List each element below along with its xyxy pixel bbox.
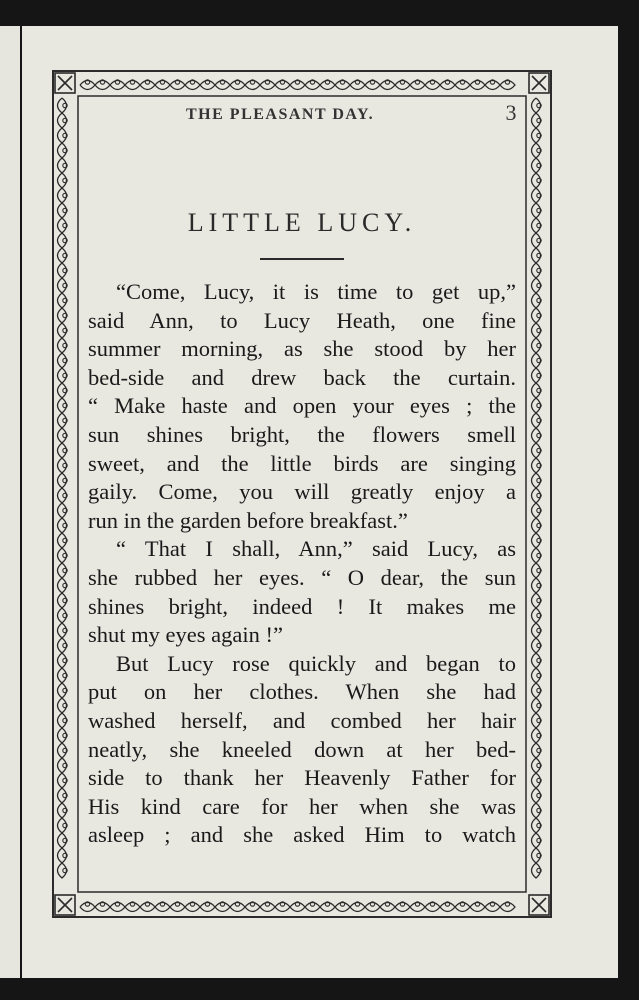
body-text [88, 278, 516, 850]
text-line: sun shines bright, the flowers smell [88, 421, 516, 447]
text-line: “ Make haste and open your eyes ; the [88, 393, 516, 419]
title-rule [260, 258, 344, 260]
running-head-title: THE PLEASANT DAY. [186, 106, 375, 123]
text-line: gaily. Come, you will greatly enjoy a [88, 479, 516, 505]
text-line: “ That I shall, Ann,” said Lucy, as [116, 536, 516, 562]
text-line: His kind care for her when she was [88, 793, 516, 819]
text-line: said Ann, to Lucy Heath, one fine [88, 307, 516, 333]
text-line: put on her clothes. When she had [88, 679, 516, 705]
text-line: summer morning, as she stood by her [88, 336, 516, 362]
adjacent-page-edge [0, 26, 20, 978]
text-line: “Come, Lucy, it is time to get up,” [116, 279, 516, 304]
text-line: But Lucy rose quickly and began to [116, 650, 516, 676]
text-line: bed-side and drew back the curtain. [88, 364, 516, 390]
text-line: shines bright, indeed ! It makes me [88, 593, 516, 619]
running-head [88, 100, 518, 130]
text-line: run in the garden before breakfast.” [88, 507, 408, 533]
text-line: asleep ; and she asked Him to watch [88, 822, 516, 848]
text-line: she rubbed her eyes. “ O dear, the sun [88, 564, 516, 590]
page-number: 3 [505, 100, 518, 125]
text-line: shut my eyes again !” [88, 622, 283, 648]
text-line: side to thank her Heavenly Father for [88, 765, 516, 791]
text-line: neatly, she kneeled down at her bed- [88, 736, 516, 762]
chapter-title: LITTLE LUCY. [187, 208, 417, 237]
text-line: washed herself, and combed her hair [88, 707, 516, 733]
page-text-block [88, 100, 518, 884]
text-line: sweet, and the little birds are singing [88, 450, 516, 476]
